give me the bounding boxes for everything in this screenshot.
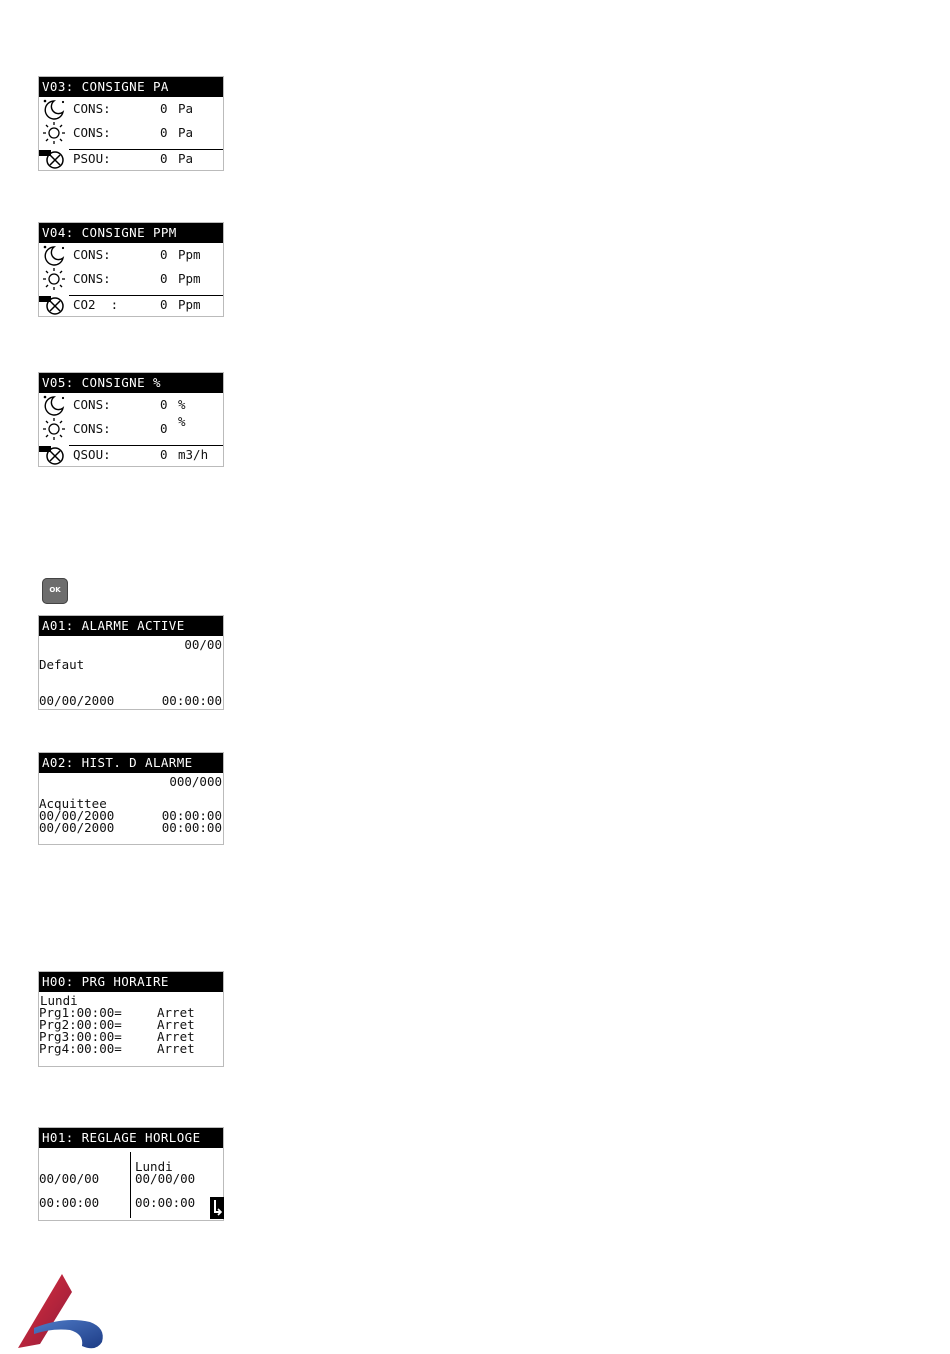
program-label[interactable]: Prg2:00:00=: [39, 1017, 122, 1032]
enter-icon[interactable]: [210, 1197, 224, 1219]
program-state[interactable]: Arret: [157, 1041, 195, 1056]
screen-title: V04: CONSIGNE PPM: [39, 223, 223, 243]
alarm-counter: 00/00: [184, 637, 222, 652]
moon-icon: [41, 244, 67, 266]
row-unit: Pa: [178, 151, 194, 166]
row-value[interactable]: 0: [160, 247, 168, 262]
history-time-2: 00:00:00: [161, 820, 222, 835]
lcd-screen-v05: [38, 372, 224, 467]
row-value[interactable]: 0: [160, 101, 168, 116]
brand-logo: [12, 1272, 106, 1352]
sun-icon: [41, 268, 67, 290]
lcd-screen-a01: [38, 615, 224, 710]
program-label[interactable]: Prg3:00:00=: [39, 1029, 122, 1044]
measure-row: [39, 293, 223, 317]
row-label: PSOU:: [73, 151, 111, 166]
history-date-2: 00/00/2000: [39, 820, 115, 835]
row-unit: %: [178, 414, 186, 429]
fan-icon: [41, 148, 67, 170]
row-label: CONS:: [73, 421, 111, 436]
lcd-screen-h01: [38, 1127, 224, 1221]
history-time-1: 00:00:00: [161, 808, 222, 823]
row-value: 0: [160, 297, 168, 312]
column-divider: [130, 1152, 131, 1218]
alarm-time: 00:00:00: [161, 693, 222, 708]
measure-row: [39, 147, 223, 171]
fan-icon: [41, 294, 67, 316]
ok-button[interactable]: [42, 578, 68, 604]
row-label: CONS:: [73, 101, 111, 116]
row-value[interactable]: 0: [160, 271, 168, 286]
program-state[interactable]: Arret: [157, 1029, 195, 1044]
program-state[interactable]: Arret: [157, 1005, 195, 1020]
alarm-status: Defaut: [39, 657, 85, 672]
schedule-day[interactable]: Lundi: [40, 993, 78, 1008]
row-value[interactable]: 0: [160, 125, 168, 140]
row-label: CONS:: [73, 271, 111, 286]
program-label[interactable]: Prg1:00:00=: [39, 1005, 122, 1020]
row-unit: %: [178, 397, 186, 412]
row-unit: Ppm: [178, 297, 201, 312]
screen-title: V05: CONSIGNE %: [39, 373, 223, 393]
screen-title: A01: ALARME ACTIVE: [39, 616, 223, 636]
setpoint-row-day: [39, 267, 223, 291]
row-label: CONS:: [73, 397, 111, 412]
screen-title: V03: CONSIGNE PA: [39, 77, 223, 97]
row-unit: Pa: [178, 101, 194, 116]
sun-icon: [41, 418, 67, 440]
fan-icon: [41, 444, 67, 466]
moon-icon: [41, 98, 67, 120]
row-unit: Ppm: [178, 271, 201, 286]
row-label: CONS:: [73, 125, 111, 140]
row-value[interactable]: 0: [160, 421, 168, 436]
row-unit: Pa: [178, 125, 194, 140]
setpoint-row-night: [39, 393, 223, 417]
row-label: CONS:: [73, 247, 111, 262]
setpoint-row-day: [39, 121, 223, 145]
current-date: 00/00/00: [39, 1171, 100, 1186]
history-status: Acquittee: [39, 796, 107, 811]
row-value: 0: [160, 151, 168, 166]
row-value: 0: [160, 447, 168, 462]
screen-title: H01: REGLAGE HORLOGE: [39, 1128, 223, 1148]
new-time[interactable]: 00:00:00: [135, 1195, 196, 1210]
history-date-1: 00/00/2000: [39, 808, 115, 823]
moon-icon: [41, 394, 67, 416]
program-label[interactable]: Prg4:00:00=: [39, 1041, 122, 1056]
program-state[interactable]: Arret: [157, 1017, 195, 1032]
row-value[interactable]: 0: [160, 397, 168, 412]
measure-row: [39, 443, 223, 467]
new-date[interactable]: 00/00/00: [135, 1171, 196, 1186]
setpoint-row-night: [39, 243, 223, 267]
row-unit: m3/h: [178, 447, 209, 462]
lcd-screen-v03: [38, 76, 224, 171]
setpoint-row-night: [39, 97, 223, 121]
sun-icon: [41, 122, 67, 144]
new-day[interactable]: Lundi: [135, 1159, 173, 1174]
row-unit: Ppm: [178, 247, 201, 262]
row-label: CO2 :: [73, 297, 119, 312]
lcd-screen-a02: [38, 752, 224, 845]
lcd-screen-v04: [38, 222, 224, 317]
setpoint-row-day: [39, 414, 223, 441]
current-time: 00:00:00: [39, 1195, 100, 1210]
alarm-date: 00/00/2000: [39, 693, 115, 708]
screen-title: H00: PRG HORAIRE: [39, 972, 223, 992]
ok-button-label: OK: [49, 586, 61, 594]
lcd-screen-h00: [38, 971, 224, 1067]
screen-title: A02: HIST. D ALARME: [39, 753, 223, 773]
history-counter: 000/000: [169, 774, 222, 789]
row-label: QSOU:: [73, 447, 111, 462]
